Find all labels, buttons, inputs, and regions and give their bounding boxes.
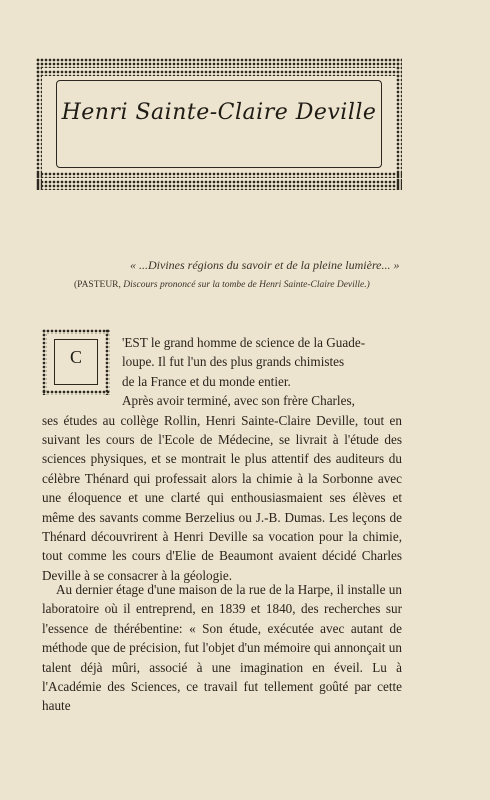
paragraph-1-line-1: 'EST le grand homme de science de la Guade- (122, 335, 366, 350)
frame-border-bottom (36, 180, 402, 190)
paragraph-2-text: Au dernier étage d'une maison de la rue de la Harpe, il installe un laboratoire où il entreprend, en 1839 et 1840, des recherches sur l'essence de thérébentine: « Son étude, exécutée avec autant de méthode que de précision, fut l'objet d'un mémoire qui annonçait un talent déjà mûri, associé à une imagination en éveil. Lu à l'Académie des Sciences, ce travail fut tellement goûté par cette haute (42, 582, 402, 714)
dropcap-letter: C (69, 347, 82, 367)
paragraph-1 (42, 333, 402, 585)
epigraph-quote: « ...Divines régions du savoir et de la pleine lumière... » (130, 258, 400, 272)
paragraph-1-line-2: loupe. Il fut l'un des plus grands chimistes (122, 354, 345, 370)
chapter-title: Henri Sainte-Claire Deville (61, 100, 377, 125)
source-author: (PASTEUR, (74, 280, 121, 290)
paragraph-1-line-4: Après avoir terminé, avec son frère Charles, (122, 393, 355, 409)
paragraph-2 (42, 580, 402, 716)
paragraph-1-rest: ses études au collège Rollin, Henri Sainte-Claire Deville, tout en suivant les cours de l'Ecole de Médecine, se livrait à l'étude des sciences physiques, et se montrait le plus attentif des auditeurs du célèbre Thénard qui professait alors la chimie à la Sorbonne avec une éloquence et une clarté qui enthousiasmaient ses élèves et même des savants comme Berzelius ou J.-B. Dumas. Les leçons de Thénard découvrirent à Henri Deville sa vocation pour la chimie, tout comme les cours d'Elie de Beaumont avaient décidé Charles Deville à se consacrer à la géologie. (42, 412, 402, 583)
frame-border-top-inner (36, 70, 402, 76)
title-ornamental-frame (36, 58, 402, 190)
frame-border-bottom-inner (36, 172, 402, 178)
epigraph-source (74, 280, 370, 290)
frame-border-top (36, 58, 402, 68)
paragraph-1-line-3: de la France et du monde entier. (122, 373, 291, 389)
source-work: Discours prononcé sur la tombe de Henri Sainte-Claire Deville.) (123, 280, 370, 290)
